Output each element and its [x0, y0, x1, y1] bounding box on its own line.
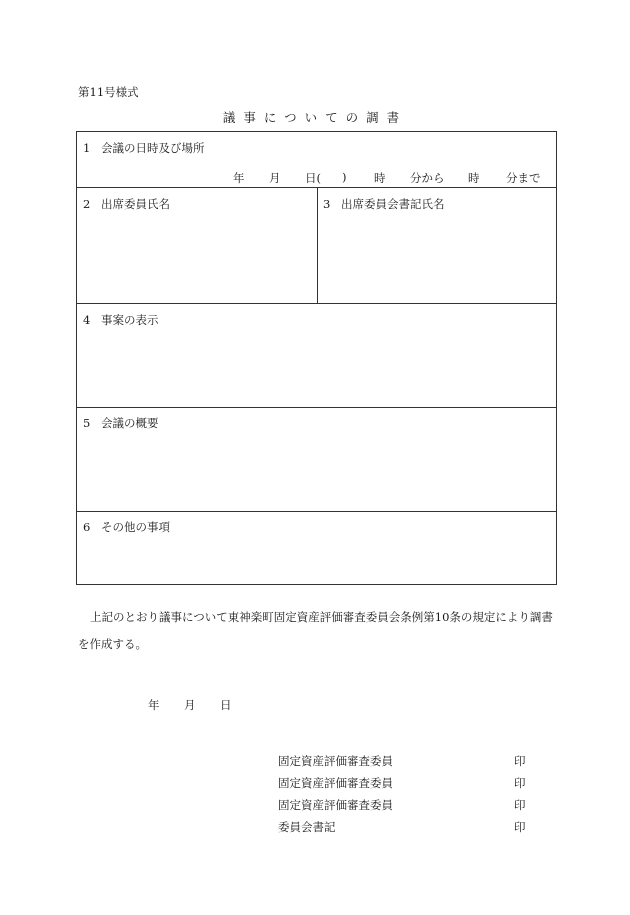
signature-title: 固定資産評価審査委員 — [278, 754, 393, 768]
signature-title: 委員会書記 — [278, 820, 336, 834]
seal-mark: 印 — [514, 820, 526, 834]
statement-paragraph: 上記のとおり議事について東神楽町固定資産評価審査委員会条例第10条の規定により調書を作成する。 — [78, 610, 553, 651]
section-5-label — [83, 415, 159, 431]
section-3-number: 3 — [323, 197, 331, 211]
month-label: 月 — [269, 171, 281, 185]
seal-mark: 印 — [514, 754, 526, 768]
end-hour-label: 時 — [468, 171, 480, 185]
signature-day-label: 日 — [220, 698, 232, 712]
seal-mark: 印 — [514, 798, 526, 812]
form-number: 第11号様式 — [78, 85, 139, 99]
signature-title: 固定資産評価審査委員 — [278, 776, 393, 790]
column-divider — [317, 187, 318, 303]
meeting-datetime-row — [77, 170, 558, 186]
document-title: 議事についての調書 — [222, 110, 408, 125]
section-1-text: 会議の日時及び場所 — [101, 141, 205, 155]
divider-2 — [77, 303, 556, 304]
start-hour-label: 時 — [374, 171, 386, 185]
section-6-label — [83, 519, 170, 535]
signature-row — [0, 797, 630, 813]
divider-4 — [77, 511, 556, 512]
signature-title: 固定資産評価審査委員 — [278, 798, 393, 812]
signature-month-label: 月 — [184, 698, 196, 712]
signature-row — [0, 753, 630, 769]
signature-row — [0, 819, 630, 835]
signature-date — [0, 697, 630, 713]
signature-row — [0, 775, 630, 791]
section-3-label — [323, 196, 445, 212]
divider-3 — [77, 407, 556, 408]
signature-year-label: 年 — [148, 698, 160, 712]
section-2-label — [83, 196, 170, 212]
section-1-number: 1 — [83, 141, 91, 155]
section-4-label — [83, 312, 159, 328]
weekday-close-paren: ) — [342, 170, 347, 184]
seal-mark: 印 — [514, 776, 526, 790]
section-6-number: 6 — [83, 520, 91, 534]
day-label: 日( — [305, 171, 321, 185]
section-6-text: その他の事項 — [101, 520, 170, 534]
section-1-label — [83, 140, 205, 156]
end-minute-label: 分まで — [506, 171, 541, 185]
year-label: 年 — [233, 171, 245, 185]
section-3-text: 出席委員会書記氏名 — [341, 197, 445, 211]
section-2-number: 2 — [83, 197, 91, 211]
start-minute-label: 分から — [410, 171, 445, 185]
record-table — [76, 131, 557, 585]
section-5-text: 会議の概要 — [101, 416, 159, 430]
section-2-text: 出席委員氏名 — [101, 197, 170, 211]
section-4-text: 事案の表示 — [101, 313, 159, 327]
section-5-number: 5 — [83, 416, 91, 430]
section-4-number: 4 — [83, 313, 91, 327]
